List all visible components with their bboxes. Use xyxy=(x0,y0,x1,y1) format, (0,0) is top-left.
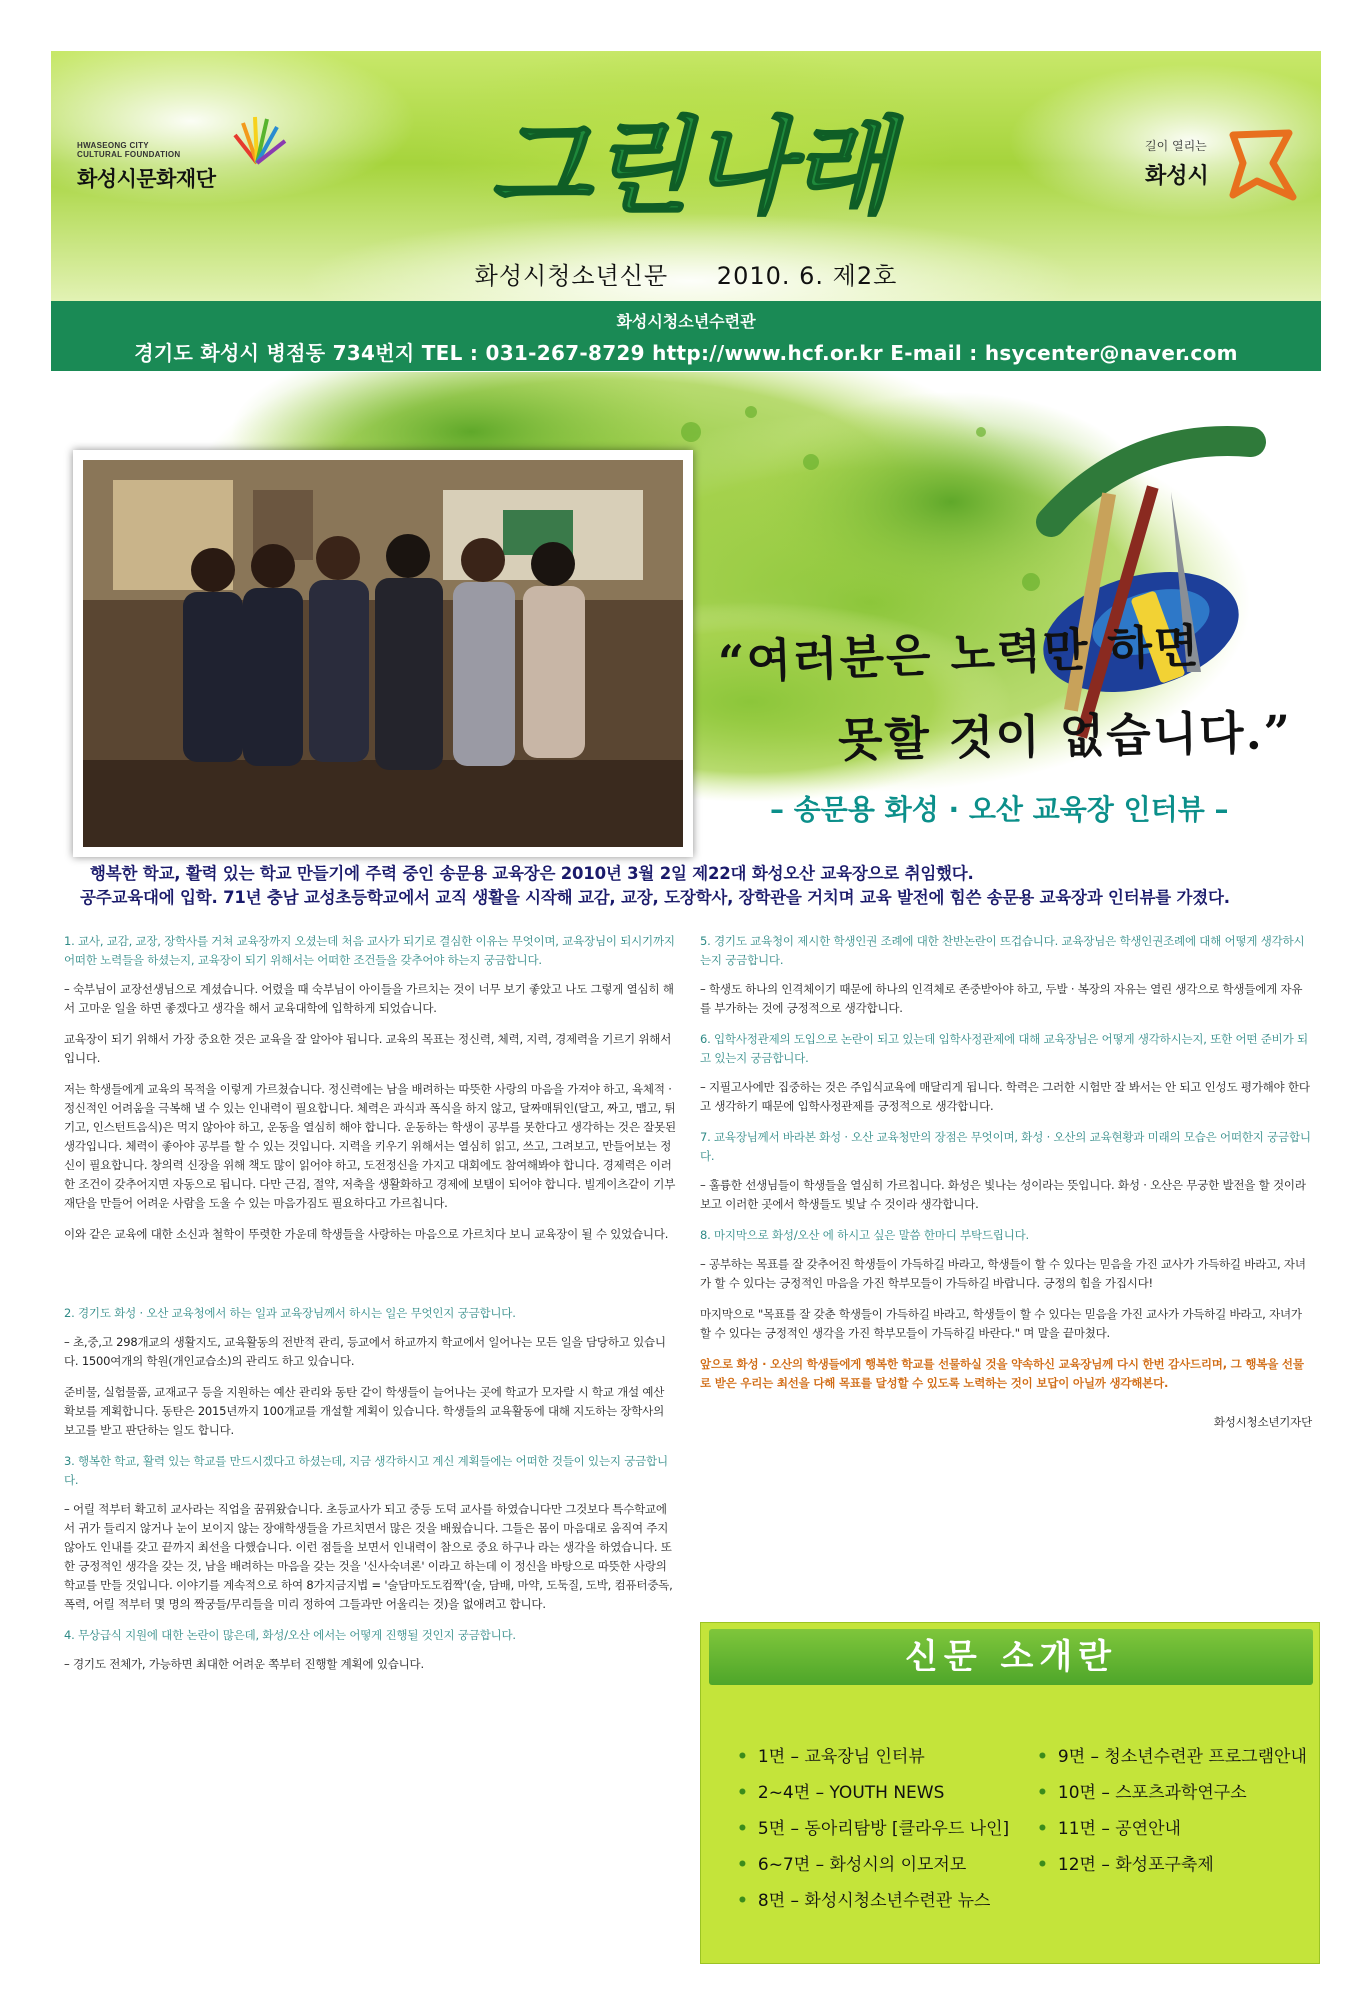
interview-photo-frame xyxy=(73,450,693,857)
contents-item: • 11면 – 공연안내 xyxy=(1037,1811,1307,1847)
answer-3-part-1: – 어릴 적부터 확고히 교사라는 직업을 꿈꿔왔습니다. 초등교사가 되고 중등 도덕 교사를 하였습니다만 그것보다 특수학교에서 귀가 들리지 않거나 눈이 보이지 않는 장애학생들을 가르치면서 많은 것을 배웠습니다. 그들은 몸이 마음대로 움직여 주지 않아도 인내를 갖고 끝까지 최선을 다했습니다. 이런 점들을 보면서 인내력이 참으로 중요 하구나 라는 생각을 하였습니다. 또한 긍정적인 생각을 갖는 것, 남을 배려하는 마음을 갖는 것을 '신사숙녀론' 이라고 하는데 이 정신을 바탕으로 따뜻한 사랑의 학교를 만들 것입니다. 이야기를 계속적으로 하여 8가지금지법 = '술담마도도컴짝'(술, 담배, 마약, 도둑질, 도박, 컴퓨터중독, 폭력, 어릴 적부터 몇 명의 짝궁들/무리들을 미리 정하여 그들과만 어울리는 것)을 없애려고 합니다. xyxy=(64,1502,673,1611)
headline-quote-line2: 못할 것이 없습니다.” xyxy=(837,705,1293,767)
hwaseong-city-logo xyxy=(1129,127,1299,217)
issue-number: 2010. 6. 제2호 xyxy=(716,262,898,290)
headline-quote-line1: “여러분은 노력만 하면 xyxy=(717,618,1202,690)
city-star-icon xyxy=(1227,127,1297,201)
foundation-english-name: HWASEONG CITY CULTURAL FOUNDATION xyxy=(77,141,181,159)
contents-item: • 10면 – 스포츠과학연구소 xyxy=(1037,1775,1307,1811)
answer-7-part-1: – 훌륭한 선생님들이 학생들을 열심히 가르칩니다. 화성은 빛나는 성이라는 뜻입니다. 화성 · 오산은 무궁한 발전을 할 것이라 보고 이러한 곳에서 학생들도 빛날 수 것이라 생각합니다. xyxy=(700,1178,1306,1211)
rainbow-rays-icon xyxy=(227,115,287,165)
closing-remark: 앞으로 화성 · 오산의 학생들에게 행복한 학교를 선물하실 것을 약속하신 교육장님께 다시 한번 감사드리며, 그 행복을 선물로 받은 우리는 최선을 다해 목표를 달성할 수 있도록 노력하는 것이 보답이 아닐까 생각해본다. xyxy=(700,1357,1304,1390)
lead-line-2: 공주교육대에 입학. 71년 충남 교성초등학교에서 교직 생활을 시작해 교감, 교장, 도장학사, 장학관을 거치며 교육 발전에 힘쓴 송문용 교육장과 인터뷰를 가졌다. xyxy=(80,888,1230,907)
answer-1-part-2: 교육장이 되기 위해서 가장 중요한 것은 교육을 잘 알아야 됩니다. 교육의 목표는 정신력, 체력, 지력, 경제력을 기르기 위해서입니다. xyxy=(64,1032,672,1065)
reporter-credit: 화성시청소년기자단 xyxy=(1213,1415,1312,1429)
answer-5-part-1: – 학생도 하나의 인격체이기 때문에 하나의 인격체로 존중받아야 하고, 두발 · 복장의 자유는 열린 생각으로 학생들에게 자유를 부가하는 것에 긍정적으로 생각합니다. xyxy=(700,982,1303,1015)
contents-item: • 9면 – 청소년수련관 프로그램안내 xyxy=(1037,1739,1307,1775)
question-7: 7. 교육장님께서 바라본 화성 · 오산 교육청만의 장점은 무엇이며, 화성 · 오산의 교육현황과 미래의 모습은 어떠한지 궁금합니다. xyxy=(700,1130,1311,1163)
answer-8-part-1: – 공부하는 목표를 잘 갖추어진 학생들이 가득하길 바라고, 학생들이 할 수 있다는 믿음을 가진 교사가 가득하길 바라고, 자녀가 할 수 있다는 긍정적인 마음을 가진 학부모들이 가득하길 바랍니다. 긍정의 힘을 가집시다! xyxy=(700,1257,1306,1290)
question-1: 1. 교사, 교감, 교장, 장학사를 거쳐 교육장까지 오셨는데 처음 교사가 되기로 결심한 이유는 무엇이며, 교육장님이 되시기까지 어떠한 노력들을 하셨는지, 교육장이 되기 위해서는 어떠한 조건들을 갖추어야 하는지 궁금합니다. xyxy=(64,934,675,967)
contents-item: • 12면 – 화성포구축제 xyxy=(1037,1847,1307,1883)
banner-contact: 경기도 화성시 병점동 734번지 TEL : 031-267-8729 http://www.hcf.or.kr E-mail : hsycenter@naver.com xyxy=(134,341,1238,365)
lead-line-1: 행복한 학교, 활력 있는 학교 만들기에 주력 중인 송문용 교육장은 2010년 3월 2일 제22대 화성오산 교육장으로 취임했다. xyxy=(90,864,974,883)
banner-org: 화성시청소년수련관 xyxy=(616,312,756,331)
masthead-title xyxy=(431,93,951,233)
foundation-korean-name: 화성시문화재단 xyxy=(77,167,216,191)
svg-text:그린나래: 그린나래 xyxy=(490,105,892,228)
answer-2-part-2: 준비물, 실험물품, 교재교구 등을 지원하는 예산 관리와 동탄 같이 학생들이 늘어나는 곳에 학교가 모자랄 시 학교 개설 예산 확보를 계획합니다. 동탄은 2015년까지 100개교를 개설할 계획이 있습니다. 학생들의 교육활동에 대해 지도하는 장학사의 보고를 받고 판단하는 일도 합니다. xyxy=(64,1385,665,1437)
contents-item: • 6~7면 – 화성시의 이모저모 xyxy=(737,1847,1009,1883)
question-6: 6. 입학사정관제의 도입으로 논란이 되고 있는데 입학사정관제에 대해 교육장님은 어떻게 생각하시는지, 또한 어떤 준비가 되고 있는지 궁금합니다. xyxy=(700,1032,1308,1065)
interview-photo xyxy=(83,460,683,847)
answer-2-part-1: – 초,중,고 298개교의 생활지도, 교육활동의 전반적 관리, 등교에서 하교까지 학교에서 일어나는 모든 일을 담당하고 있습니다. 1500여개의 학원(개인교습소)의 관리도 하고 있습니다. xyxy=(64,1335,666,1368)
interview-subtitle: – 송문용 화성 · 오산 교육장 인터뷰 – xyxy=(770,793,1229,826)
contents-item: • 8면 – 화성시청소년수련관 뉴스 xyxy=(737,1883,1009,1919)
interview-right-column xyxy=(700,932,1312,1432)
contents-intro-box xyxy=(700,1622,1320,1964)
interview-left-column xyxy=(64,932,676,1686)
contents-item: • 1면 – 교육장님 인터뷰 xyxy=(737,1739,1009,1775)
answer-8-part-2: 마지막으로 "목표를 잘 갖춘 학생들이 가득하길 바라고, 학생들이 할 수 있다는 믿음을 가진 교사가 가득하길 바라고, 자녀가 할 수 있다는 긍정적인 생각을 가진 학부모들이 가득하길 바란다." 며 말을 끝마쳤다. xyxy=(700,1307,1302,1340)
question-4: 4. 무상급식 지원에 대한 논란이 많은데, 화성/오산 에서는 어떻게 진행될 것인지 궁금합니다. xyxy=(64,1628,516,1642)
issue-line xyxy=(51,256,1321,291)
question-3: 3. 행복한 학교, 활력 있는 학교를 만드시겠다고 하셨는데, 지금 생각하시고 계신 계획들에는 어떠한 것들이 있는지 궁금합니다. xyxy=(64,1454,668,1487)
question-5: 5. 경기도 교육청이 제시한 학생인권 조례에 대한 찬반논란이 뜨겁습니다. 교육장님은 학생인권조례에 대해 어떻게 생각하시는지 궁금합니다. xyxy=(700,934,1305,967)
contents-item: • 5면 – 동아리탐방 [클라우드 나인] xyxy=(737,1811,1009,1847)
answer-1-part-3: 저는 학생들에게 교육의 목적을 이렇게 가르쳤습니다. 정신력에는 남을 배려하는 따뜻한 사랑의 마음을 가져야 하고, 육체적 · 정신적인 어려움을 극복해 낼 수 있는 인내력이 필요합니다. 체력은 과식과 폭식을 하지 않고, 달짜매튀인(달고, 짜고, 맵고, 튀기고, 인스턴트음식)은 먹지 않아야 하고, 운동을 열심히 해야 합니다. 운동하는 학생이 공부를 못한다고 생각하는 것은 잘못된 생각입니다. 체력이 좋아야 공부를 할 수 있는 것입니다. 지력을 키우기 위해서는 열심히 읽고, 쓰고, 그려보고, 만들어보는 정신이 필요합니다. 창의력 신장을 위해 책도 많이 읽어야 하고, 도전정신을 가지고 대회에도 참여해봐야 합니다. 경제력은 이러한 조건이 갖추어지면 자동으로 됩니다. 다만 근검, 절약, 저축을 생활화하고 경제에 보탬이 되어야 합니다. 빌게이츠같이 기부재단을 만들어 어려운 사람을 도울 수 있는 마음가짐도 필요하다고 가르칩니다. xyxy=(64,1082,676,1210)
answer-4-part-1: – 경기도 전체가, 가능하면 최대한 어려운 쪽부터 진행할 계획에 있습니다. xyxy=(64,1657,424,1671)
contents-intro-title: 신문 소개란 xyxy=(709,1629,1313,1685)
question-2: 2. 경기도 화성 · 오산 교육청에서 하는 일과 교육장님께서 하시는 일은 무엇인지 궁금합니다. xyxy=(64,1306,516,1320)
cultural-foundation-logo xyxy=(77,111,307,201)
answer-6-part-1: – 지필고사에만 집중하는 것은 주입식교육에 매달리게 됩니다. 학력은 그러한 시험만 잘 봐서는 안 되고 인성도 평가해야 한다고 생각하기 때문에 입학사정관제를 긍정적으로 생각합니다. xyxy=(700,1080,1310,1113)
answer-1-part-1: – 숙부님이 교장선생님으로 계셨습니다. 어렸을 때 숙부님이 아이들을 가르치는 것이 너무 보기 좋았고 나도 그렇게 열심히 해서 고마운 일을 하면 좋겠다고 생각을 해서 교육대학에 입학하게 되었습니다. xyxy=(64,982,674,1015)
question-8: 8. 마지막으로 화성/오산 에 하시고 싶은 말씀 한마디 부탁드립니다. xyxy=(700,1228,1029,1242)
contents-item: • 2~4면 – YOUTH NEWS xyxy=(737,1775,1009,1811)
paper-name: 화성시청소년신문 xyxy=(474,262,669,290)
answer-1-part-4: 이와 같은 교육에 대한 소신과 철학이 뚜렷한 가운데 학생들을 사랑하는 마음으로 가르치다 보니 교육장이 될 수 있었습니다. xyxy=(64,1227,669,1241)
contact-banner xyxy=(51,301,1321,371)
masthead-header xyxy=(51,51,1321,301)
lead-paragraph xyxy=(80,862,1330,910)
city-name: 화성시 xyxy=(1145,164,1209,189)
contents-list-left xyxy=(737,1739,1009,1919)
contents-list-right xyxy=(1037,1739,1307,1883)
city-slogan: 길이 열리는 xyxy=(1145,139,1207,153)
